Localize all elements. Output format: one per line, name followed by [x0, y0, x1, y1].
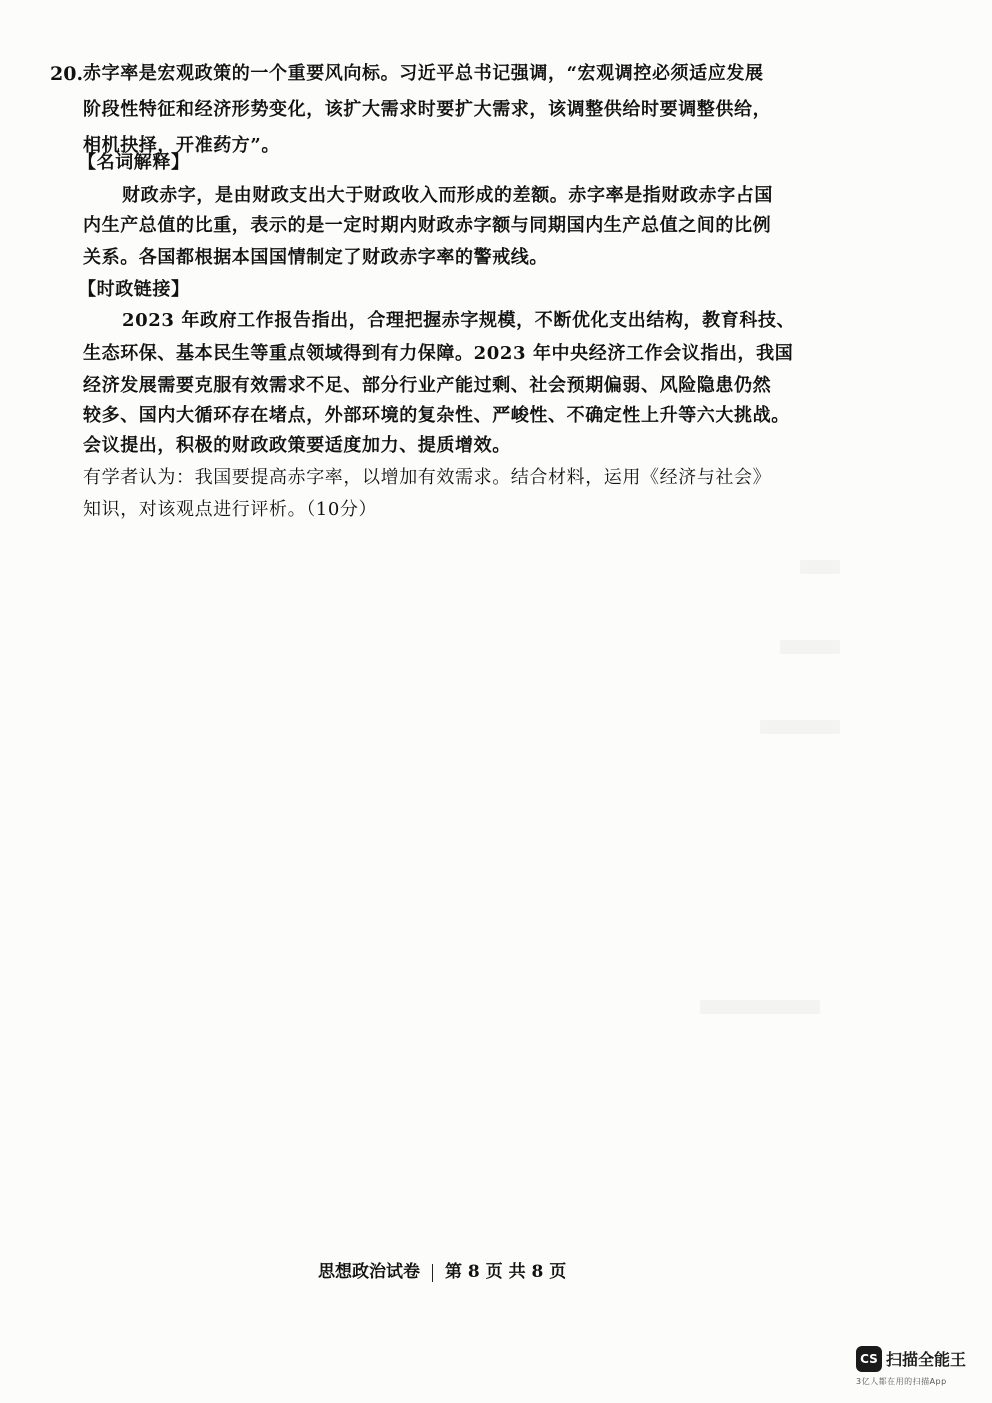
news-line: 生态环保、基本民生等重点领域得到有力保障。2023 年中央经济工作会议指出，我国 [83, 343, 794, 364]
news-line: 2023 年政府工作报告指出，合理把握赤字规模，不断优化支出结构，教育科技、 [122, 310, 796, 331]
camscanner-logo-icon: CS [856, 1346, 882, 1372]
term-line: 关系。各国都根据本国国情制定了财政赤字率的警戒线。 [83, 247, 548, 268]
footer-divider [432, 1264, 433, 1282]
bleed-through-mark [800, 560, 840, 574]
bleed-through-mark [700, 1000, 820, 1014]
task-line: 知识，对该观点进行评析。（10分） [83, 499, 378, 520]
news-line: 经济发展需要克服有效需求不足、部分行业产能过剩、社会预期偏弱、风险隐患仍然 [83, 375, 772, 396]
page-footer [318, 1258, 566, 1286]
question-number: 20. [50, 63, 84, 85]
news-line: 较多、国内大循环存在堵点，外部环境的复杂性、严峻性、不确定性上升等六大挑战。 [83, 405, 790, 426]
term-line: 内生产总值的比重，表示的是一定时期内财政赤字额与同期国内生产总值之间的比例 [83, 215, 772, 236]
scanner-watermark [856, 1346, 974, 1390]
intro-line: 赤字率是宏观政策的一个重要风向标。习近平总书记强调，“宏观调控必须适应发展 [83, 63, 764, 84]
news-heading: 【时政链接】 [78, 279, 190, 300]
term-line: 财政赤字，是由财政支出大于财政收入而形成的差额。赤字率是指财政赤字占国 [122, 185, 773, 206]
bleed-through-mark [780, 640, 840, 654]
footer-page-info: 第 8 页 共 8 页 [445, 1262, 567, 1282]
news-line: 会议提出，积极的财政政策要适度加力、提质增效。 [83, 435, 511, 456]
term-heading: 【名词解释】 [78, 152, 190, 173]
watermark-app-name: 扫描全能王 [886, 1350, 967, 1369]
intro-line: 阶段性特征和经济形势变化，该扩大需求时要扩大需求，该调整供给时要调整供给， [83, 99, 772, 120]
watermark-tagline: 3亿人都在用的扫描App [856, 1377, 947, 1386]
task-line: 有学者认为：我国要提高赤字率，以增加有效需求。结合材料，运用《经济与社会》 [83, 467, 772, 488]
footer-subject: 思想政治试卷 [318, 1262, 420, 1282]
bleed-through-mark [760, 720, 840, 734]
intro-line: 相机抉择，开准药方”。 [83, 135, 280, 156]
